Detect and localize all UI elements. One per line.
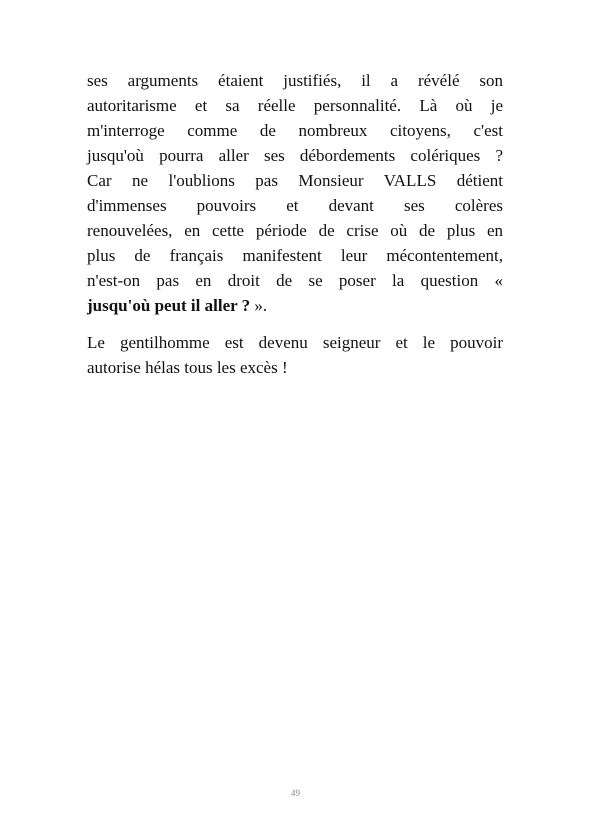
text-line: Le gentilhomme est devenu seigneur et le pouvoir bbox=[87, 333, 503, 352]
text-line: d'immenses pouvoirs et devant ses colères bbox=[87, 196, 503, 215]
text-line: jusqu'où pourra aller ses débordements colériques ? bbox=[87, 146, 503, 165]
text-line: autorise hélas tous les excès ! bbox=[87, 358, 288, 377]
paragraph-spacer bbox=[87, 318, 503, 330]
text-line: renouvelées, en cette période de crise où de plus en bbox=[87, 221, 503, 240]
closing-quote: ». bbox=[250, 296, 268, 315]
text-line: n'est-on pas en droit de se poser la question « bbox=[87, 271, 503, 290]
paragraph-2 bbox=[87, 330, 503, 380]
text-line: autoritarisme et sa réelle personnalité. Là où je bbox=[87, 96, 503, 115]
bold-question: jusqu'où peut il aller ? bbox=[87, 296, 251, 315]
text-line-final bbox=[87, 293, 503, 318]
text-line: m'interroge comme de nombreux citoyens, c'est bbox=[87, 121, 503, 140]
text-line: ses arguments étaient justifiés, il a révélé son bbox=[87, 71, 503, 90]
text-line: plus de français manifestent leur mécontentement, bbox=[87, 246, 503, 265]
page-number: 49 bbox=[291, 788, 300, 798]
paragraph-1 bbox=[87, 68, 503, 318]
text-line: Car ne l'oublions pas Monsieur VALLS détient bbox=[87, 171, 503, 190]
body-text bbox=[87, 68, 503, 380]
